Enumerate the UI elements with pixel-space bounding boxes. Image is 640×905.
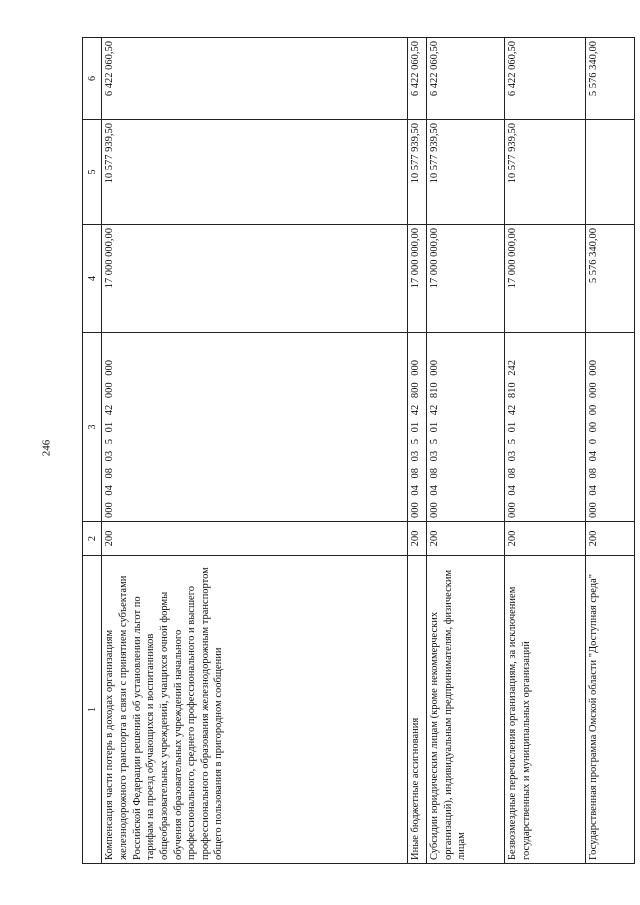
- header-cell: 5: [83, 120, 102, 225]
- table-row: [102, 38, 408, 864]
- header-cell: 1: [83, 556, 102, 864]
- row-budget-code: 000 04 08 03 5 01 42 000 000: [102, 333, 408, 522]
- row-value-5: [586, 120, 635, 225]
- header-cell: 3: [83, 333, 102, 522]
- header-cell: 6: [83, 38, 102, 120]
- row-value-5: 10 577 939,50: [427, 120, 505, 225]
- table-row: [505, 38, 586, 864]
- row-value-4: 17 000 000,00: [427, 225, 505, 333]
- header-cell: 4: [83, 225, 102, 333]
- table-row: [427, 38, 505, 864]
- table-row: [407, 38, 426, 864]
- row-name: Компенсация части потерь в доходах организациям железнодорожного транспорта в связи с принятием субъектами Российской Федерации решений об установлении льгот по тарифам на проезд обучающихся и воспитанников общеобразовательных учреждений, учащихся очной формы обучения образовательных учреждений начального профессионального, среднего профессионального и высшего профессионального образования железнодорожным транспортом общего пользования в пригородном сообщении: [102, 556, 408, 864]
- page-number: 246: [40, 439, 53, 457]
- budget-table-rotated: [82, 38, 635, 864]
- header-cell: 2: [83, 522, 102, 556]
- row-name: Субсидии юридическим лицам (кроме некоммерческих организаций), индивидуальным предпринимателям, физическим лицам: [427, 556, 505, 864]
- table-row: [586, 38, 635, 864]
- row-value-5: 10 577 939,50: [102, 120, 408, 225]
- row-name: Государственная программа Омской области "Доступная среда": [586, 556, 635, 864]
- row-admin-code: 200: [407, 522, 426, 556]
- row-admin-code: 200: [102, 522, 408, 556]
- row-budget-code: 000 04 08 03 5 01 42 800 000: [407, 333, 426, 522]
- row-value-5: 10 577 939,50: [407, 120, 426, 225]
- row-value-6: 6 422 060,50: [427, 38, 505, 120]
- row-value-6: 6 422 060,50: [102, 38, 408, 120]
- row-budget-code: 000 04 08 04 0 00 00 000 000: [586, 333, 635, 522]
- row-admin-code: 200: [427, 522, 505, 556]
- budget-table: [82, 37, 635, 864]
- row-admin-code: 200: [586, 522, 635, 556]
- row-value-6: 6 422 060,50: [505, 38, 586, 120]
- row-value-4: 17 000 000,00: [407, 225, 426, 333]
- header-row: [83, 38, 102, 864]
- row-value-5: 10 577 939,50: [505, 120, 586, 225]
- row-budget-code: 000 04 08 03 5 01 42 810 242: [505, 333, 586, 522]
- row-name: Иные бюджетные ассигнования: [407, 556, 426, 864]
- row-value-4: 17 000 000,00: [102, 225, 408, 333]
- row-value-4: 17 000 000,00: [505, 225, 586, 333]
- row-admin-code: 200: [505, 522, 586, 556]
- row-value-6: 6 422 060,50: [407, 38, 426, 120]
- row-budget-code: 000 04 08 03 5 01 42 810 000: [427, 333, 505, 522]
- row-value-6: 5 576 340,00: [586, 38, 635, 120]
- row-value-4: 5 576 340,00: [586, 225, 635, 333]
- row-name: Безвозмездные перечисления организациям, за исключением государственных и муниципальных организаций: [505, 556, 586, 864]
